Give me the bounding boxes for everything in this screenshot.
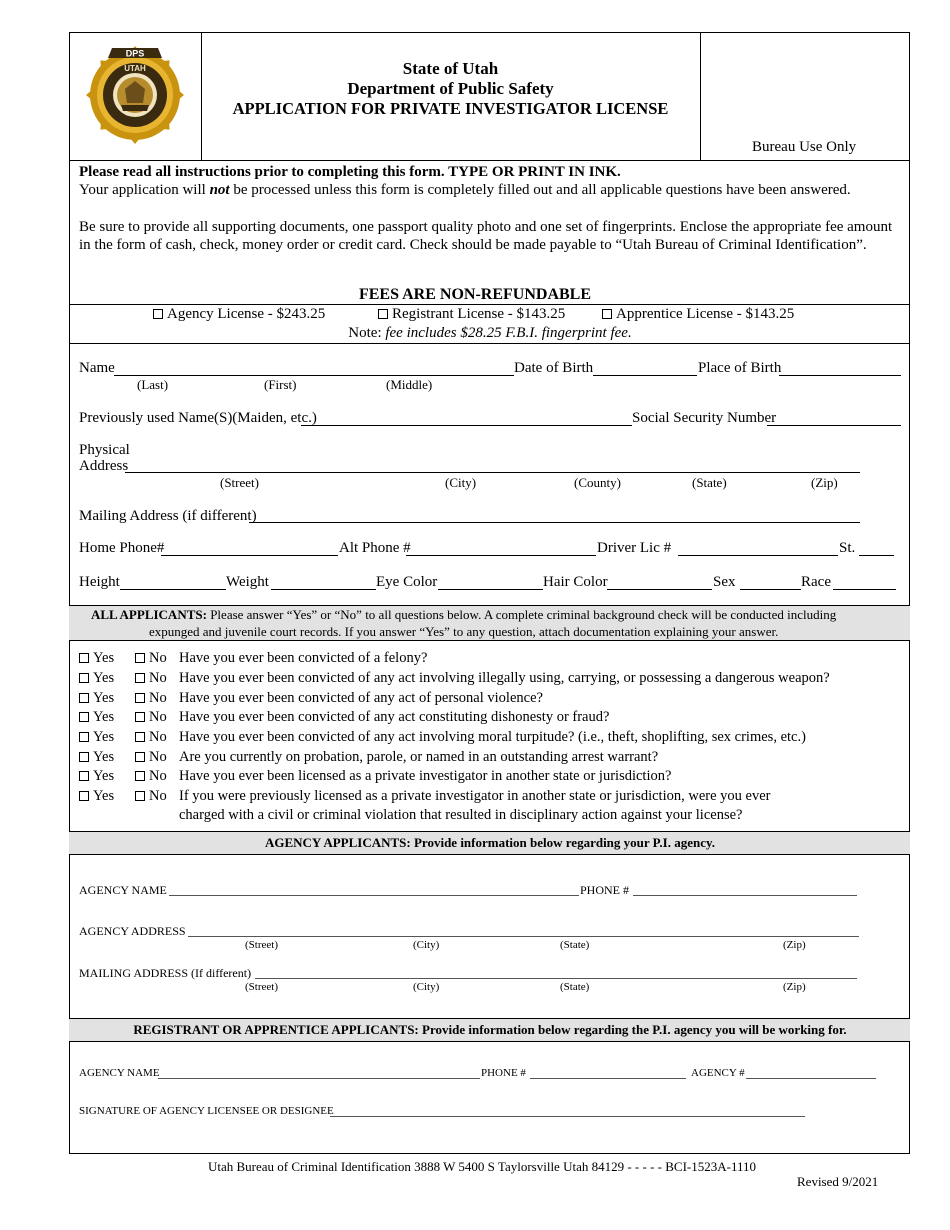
fee-registrant-label: Registrant License - $143.25 — [392, 306, 566, 322]
prev-name-field[interactable] — [301, 425, 632, 426]
alt-phone-label: Alt Phone # — [339, 540, 411, 556]
yes-label: Yes — [93, 768, 115, 784]
question-4-text: Have you ever been convicted of any act constituting dishonesty or fraud? — [179, 709, 610, 725]
no-checkbox[interactable] — [135, 712, 145, 722]
question-8-text: If you were previously licensed as a private investigator in another state or jurisdiction, were you ever — [179, 788, 771, 804]
question-7-text: Have you ever been licensed as a private investigator in another state or jurisdiction? — [179, 768, 672, 784]
driver-lic-field[interactable] — [678, 555, 838, 556]
question-1-no-option[interactable] — [135, 650, 167, 667]
fee-registrant-option[interactable] — [378, 306, 565, 323]
yes-label: Yes — [93, 709, 115, 725]
name-last-caption: (Last) — [137, 377, 169, 392]
agency-heading: AGENCY APPLICANTS: Provide information below regarding your P.I. agency. — [264, 835, 716, 850]
home-phone-label: Home Phone# — [79, 540, 165, 556]
dps-seal-icon — [86, 44, 184, 144]
yes-label: Yes — [93, 749, 115, 765]
fee-apprentice-label: Apprentice License - $143.25 — [616, 306, 795, 322]
instructions-paragraph: Be sure to provide all supporting documents, one passport quality photo and one set of fingerprints. Enclose the appropriate fee amount in the form of cash, check, money order or credit card. Check should be made payable to “Utah Bureau of Criminal Identification”. — [79, 219, 893, 253]
question-3-yes-option[interactable] — [79, 690, 114, 707]
fees-heading: FEES ARE NON-REFUNDABLE — [358, 286, 592, 303]
question-6-yes-option[interactable] — [79, 749, 114, 766]
agency-name-label: AGENCY NAME — [79, 883, 167, 897]
name-first-caption: (First) — [264, 377, 297, 392]
address-city-caption: (City) — [445, 475, 477, 490]
pob-label: Place of Birth — [698, 360, 782, 376]
question-4-yes-option[interactable] — [79, 709, 114, 726]
agency-mailing-label: MAILING ADDRESS (If different) — [79, 966, 252, 980]
no-label: No — [149, 788, 167, 804]
alt-phone-field[interactable] — [406, 555, 596, 556]
question-2-yes-option[interactable] — [79, 670, 114, 687]
address-state-caption: (State) — [692, 475, 727, 490]
reg-phone-label: PHONE # — [481, 1067, 526, 1079]
ssn-label: Social Security Number — [632, 410, 777, 426]
agency-state-caption: (State) — [560, 939, 590, 951]
footer-address: Utah Bureau of Criminal Identification 3888 W 5400 S Taylorsville Utah 84129 - - - - - BCI-1523A-1110 — [207, 1159, 756, 1174]
fee-note — [0, 325, 950, 342]
agency-zip-caption: (Zip) — [783, 939, 806, 951]
yes-checkbox[interactable] — [79, 712, 89, 722]
no-label: No — [149, 650, 167, 666]
question-1-text: Have you ever been convicted of a felony? — [179, 650, 428, 666]
yes-checkbox[interactable] — [79, 752, 89, 762]
fee-apprentice-checkbox[interactable] — [602, 309, 612, 319]
dob-field[interactable] — [593, 375, 697, 376]
mailing-address-field[interactable] — [249, 522, 860, 523]
question-1-yes-option[interactable] — [79, 650, 114, 667]
address-street-caption: (Street) — [220, 475, 259, 490]
mailing-zip-caption: (Zip) — [783, 981, 806, 993]
height-label: Height — [79, 574, 120, 590]
question-3-no-option[interactable] — [135, 690, 167, 707]
yes-label: Yes — [93, 690, 115, 706]
weight-field[interactable] — [271, 589, 376, 590]
agency-address-field[interactable] — [188, 936, 859, 937]
question-6-text: Are you currently on probation, parole, or named in an outstanding arrest warrant? — [179, 749, 659, 765]
physical-address-field[interactable] — [125, 472, 860, 473]
instructions-line2-emph: not — [209, 182, 230, 198]
no-label: No — [149, 670, 167, 686]
yes-checkbox[interactable] — [79, 732, 89, 742]
question-8-yes-option[interactable] — [79, 788, 114, 805]
question-2-no-option[interactable] — [135, 670, 167, 687]
no-label: No — [149, 729, 167, 745]
yes-checkbox[interactable] — [79, 791, 89, 801]
mailing-state-caption: (State) — [560, 981, 590, 993]
yes-checkbox[interactable] — [79, 771, 89, 781]
fee-agency-option[interactable] — [153, 306, 325, 323]
agency-mailing-field[interactable] — [255, 978, 857, 979]
all-applicants-line1 — [91, 607, 836, 623]
revised-date: Revised 9/2021 — [797, 1174, 879, 1189]
weight-label: Weight — [226, 574, 269, 590]
st-field[interactable] — [859, 555, 894, 556]
yes-label: Yes — [93, 788, 115, 804]
address-county-caption: (County) — [574, 475, 621, 490]
address-label: Address — [79, 458, 129, 474]
pob-field[interactable] — [779, 375, 901, 376]
yes-checkbox[interactable] — [79, 653, 89, 663]
no-checkbox[interactable] — [135, 673, 145, 683]
hair-color-label: Hair Color — [543, 574, 608, 590]
title-state: State of Utah — [402, 59, 499, 78]
question-8-continuation: charged with a civil or criminal violation that resulted in disciplinary action against your license? — [179, 807, 743, 823]
yes-checkbox[interactable] — [79, 693, 89, 703]
reg-phone-field[interactable] — [530, 1078, 686, 1079]
all-applicants-text1: Please answer “Yes” or “No” to all questions below. A complete criminal background check will be conducted including — [206, 607, 837, 622]
question-5-yes-option[interactable] — [79, 729, 114, 746]
agency-address-label: AGENCY ADDRESS — [79, 924, 186, 938]
agency-city-caption: (City) — [413, 939, 440, 951]
physical-label: Physical — [79, 442, 130, 458]
no-checkbox[interactable] — [135, 771, 145, 781]
no-label: No — [149, 768, 167, 784]
title-application: APPLICATION FOR PRIVATE INVESTIGATOR LICENSE — [232, 99, 669, 118]
dob-label: Date of Birth — [514, 360, 594, 376]
ssn-field[interactable] — [767, 425, 901, 426]
fee-agency-checkbox[interactable] — [153, 309, 163, 319]
signature-field[interactable] — [330, 1116, 805, 1117]
eye-color-field[interactable] — [438, 589, 543, 590]
reg-agency-no-field[interactable] — [746, 1078, 876, 1079]
eye-color-label: Eye Color — [376, 574, 438, 590]
yes-label: Yes — [93, 650, 115, 666]
question-3-text: Have you ever been convicted of any act of personal violence? — [179, 690, 543, 706]
question-2-text: Have you ever been convicted of any act involving illegally using, carrying, or possessing a dangerous weapon? — [179, 670, 830, 686]
registrant-heading: REGISTRANT OR APPRENTICE APPLICANTS: Provide information below regarding the P.I. agency you will be working for. — [133, 1022, 847, 1037]
instructions-line2-b: be processed unless this form is completely filled out and all applicable questions have been answered. — [229, 182, 851, 198]
signature-label: SIGNATURE OF AGENCY LICENSEE OR DESIGNEE — [79, 1105, 334, 1117]
name-label: Name — [79, 360, 115, 376]
no-checkbox[interactable] — [135, 732, 145, 742]
yes-label: Yes — [93, 729, 115, 745]
no-label: No — [149, 709, 167, 725]
race-label: Race — [801, 574, 831, 590]
svg-text:UTAH: UTAH — [124, 64, 146, 73]
agency-street-caption: (Street) — [245, 939, 278, 951]
reg-agency-name-field[interactable] — [158, 1078, 480, 1079]
no-label: No — [149, 749, 167, 765]
divider-applicant — [69, 343, 910, 344]
bureau-use-only-label: Bureau Use Only — [752, 139, 857, 155]
instructions-block — [79, 163, 901, 199]
reg-agency-no-label: AGENCY # — [691, 1067, 745, 1079]
driver-lic-label: Driver Lic # — [597, 540, 672, 556]
agency-phone-label: PHONE # — [580, 883, 630, 897]
mailing-street-caption: (Street) — [245, 981, 278, 993]
address-zip-caption: (Zip) — [811, 475, 838, 490]
divider-fees — [69, 304, 910, 305]
no-checkbox[interactable] — [135, 693, 145, 703]
sex-field[interactable] — [740, 589, 801, 590]
home-phone-field[interactable] — [161, 555, 338, 556]
question-7-no-option[interactable] — [135, 768, 167, 785]
instructions-line2 — [79, 181, 901, 199]
name-middle-caption: (Middle) — [386, 377, 433, 392]
instructions-bold: Please read all instructions prior to completing this form. TYPE OR PRINT IN INK. — [79, 164, 621, 180]
all-applicants-line2: expunged and juvenile court records. If you answer “Yes” to any question, attach documentation explaining your answer. — [149, 624, 779, 639]
agency-name-field[interactable] — [169, 895, 579, 896]
fee-note-text: fee includes $28.25 F.B.I. fingerprint fee. — [385, 325, 632, 341]
height-field[interactable] — [120, 589, 226, 590]
svg-text:DPS: DPS — [125, 48, 145, 59]
no-label: No — [149, 690, 167, 706]
no-checkbox[interactable] — [135, 653, 145, 663]
form-title — [201, 32, 701, 160]
prev-name-label: Previously used Name(S)(Maiden, etc.) — [79, 410, 317, 426]
title-department: Department of Public Safety — [347, 79, 554, 98]
mailing-label: Mailing Address (if different) — [79, 508, 257, 524]
all-applicants-label: ALL APPLICANTS: — [91, 607, 207, 622]
fee-registrant-checkbox[interactable] — [378, 309, 388, 319]
sex-label: Sex — [713, 574, 736, 590]
question-5-no-option[interactable] — [135, 729, 167, 746]
yes-checkbox[interactable] — [79, 673, 89, 683]
divider-header — [69, 160, 910, 161]
question-4-no-option[interactable] — [135, 709, 167, 726]
no-checkbox[interactable] — [135, 752, 145, 762]
question-8-no-option[interactable] — [135, 788, 167, 805]
question-7-yes-option[interactable] — [79, 768, 114, 785]
race-field[interactable] — [833, 589, 896, 590]
instructions-line2-a: Your application will — [79, 182, 210, 198]
st-label: St. — [839, 540, 856, 556]
no-checkbox[interactable] — [135, 791, 145, 801]
fee-agency-label: Agency License - $243.25 — [167, 306, 326, 322]
hair-color-field[interactable] — [607, 589, 712, 590]
agency-phone-field[interactable] — [633, 895, 857, 896]
fee-apprentice-option[interactable] — [602, 306, 794, 323]
name-field[interactable] — [114, 375, 514, 376]
question-5-text: Have you ever been convicted of any act involving moral turpitude? (i.e., theft, shoplifting, sex crimes, etc.) — [179, 729, 806, 745]
mailing-city-caption: (City) — [413, 981, 440, 993]
reg-agency-name-label: AGENCY NAME — [79, 1067, 160, 1079]
fee-note-label: Note: — [348, 325, 386, 341]
question-6-no-option[interactable] — [135, 749, 167, 766]
yes-label: Yes — [93, 670, 115, 686]
